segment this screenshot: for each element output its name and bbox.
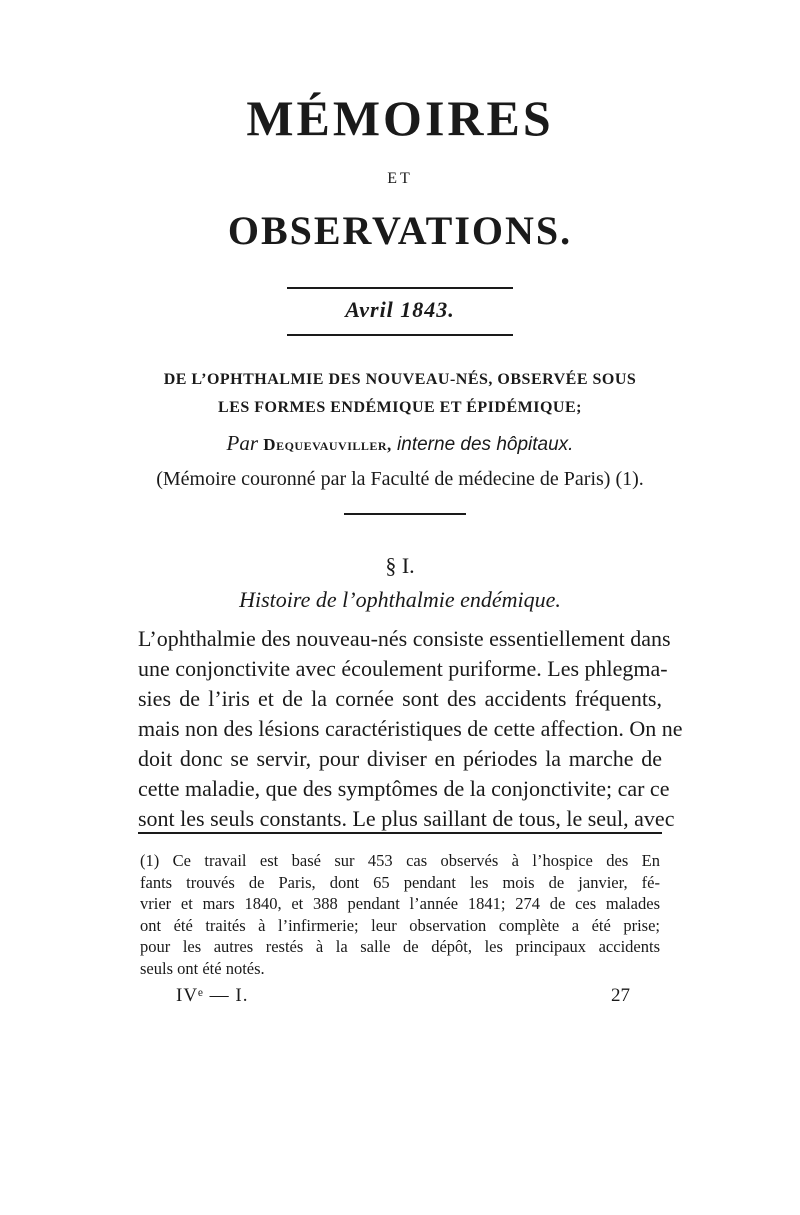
memoire-award-note: (Mémoire couronné par la Faculté de médecine de Paris) (1). [156, 468, 644, 490]
heading-conjunction: ET [387, 170, 413, 187]
heading-observations: OBSERVATIONS. [227, 208, 573, 253]
issue-date: Avril 1843. [345, 297, 455, 322]
footnote-rule [138, 832, 662, 834]
body-paragraph [138, 624, 683, 834]
author-name: Dequevauviller, [263, 435, 392, 454]
footnote [140, 850, 660, 979]
footnote-line: vrier et mars 1840, et 388 pendant l’année 1841; 274 de ces malades [140, 894, 660, 913]
body-line: sies de l’iris et de la cornée sont des accidents fréquents, [138, 686, 662, 711]
body-line: mais non des lésions caractéristiques de cette affection. On ne [138, 716, 683, 741]
section-divider [344, 513, 466, 515]
date-rule-bottom [287, 334, 513, 336]
footnote-line: ont été traités à l’infirmerie; leur observation complète a été prise; [140, 915, 660, 935]
article-title-line: LES FORMES ENDÉMIQUE ET ÉPIDÉMIQUE; [218, 399, 582, 416]
page-number: 27 [611, 985, 630, 1006]
body-line: sont les seuls constants. Le plus saillant de tous, le seul, avec [138, 806, 675, 831]
heading-memoires: MÉMOIRES [246, 90, 554, 146]
section-number: § I. [385, 553, 415, 578]
date-rule-top [287, 287, 513, 289]
section-title: Histoire de l’ophthalmie endémique. [239, 587, 561, 612]
footnote-line: fants trouvés de Paris, dont 65 pendant les mois de janvier, fé- [140, 872, 660, 892]
body-line: cette maladie, que des symptômes de la conjonctivite; car ce [138, 776, 670, 801]
body-line: L’ophthalmie des nouveau-nés consiste essentiellement dans [138, 626, 671, 651]
signature-mark: IVᵉ — I. [176, 985, 249, 1006]
footnote-line: (1) Ce travail est basé sur 453 cas observés à l’hospice des En [140, 851, 660, 870]
article-title-line: DE L’OPHTHALMIE DES NOUVEAU-NÉS, OBSERVÉE SOUS [163, 371, 637, 388]
article-title [140, 366, 660, 422]
footnote-line: seuls ont été notés. [140, 958, 265, 978]
body-line: une conjonctivite avec écoulement puriforme. Les phlegma- [138, 656, 668, 681]
footnote-line: pour les autres restés à la salle de dépôt, les principaux accidents [140, 937, 660, 956]
author-role: interne des hôpitaux. [397, 434, 574, 455]
body-line: doit donc se servir, pour diviser en périodes la marche de [138, 746, 662, 771]
byline [0, 428, 800, 460]
byline-prefix: Par [226, 431, 259, 455]
